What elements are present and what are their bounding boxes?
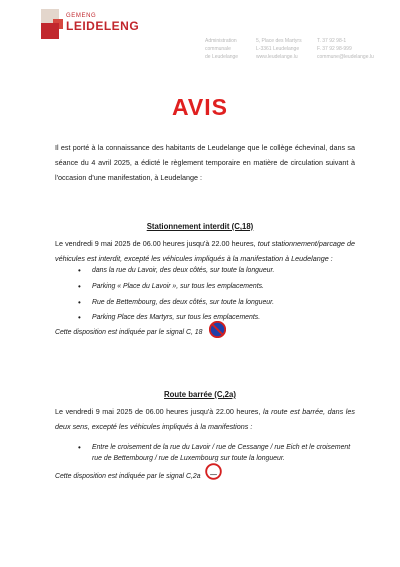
contact-line: 5, Place des Martyrs	[256, 38, 302, 44]
signal-note-c18: Cette disposition est indiquée par le signal C, 18	[55, 329, 203, 336]
parking-ban-list	[78, 263, 358, 326]
contact-line: F. 37 92 98-999	[317, 46, 352, 53]
signal-note-c2a: Cette disposition est indiquée par le signal C,2a	[55, 473, 201, 480]
road-closed-sign-icon	[205, 463, 222, 480]
contact-line: www.leudelange.lu	[256, 54, 298, 61]
contact-column-address	[256, 37, 302, 62]
municipality-logo	[41, 9, 161, 45]
page-title: AVIS	[172, 94, 228, 120]
paragraph-italic: la route est barrée, dans les deux sens, excepté les véhicules impliqués à la manifestions :	[55, 407, 355, 431]
list-item: • dans la rue du Lavoir, des deux côtés, sur toute la longueur.	[78, 263, 358, 279]
contact-line: T. 37 92 98-1	[317, 38, 347, 44]
section-title-parking-ban: Stationnement interdit (C,18)	[146, 222, 254, 231]
logo-mark-icon	[41, 9, 64, 39]
contact-line: commune@leudelange.lu	[317, 54, 374, 61]
list-item: • Rue de Bettembourg, des deux côtés, sur toute la longueur.	[78, 295, 358, 311]
logo-name-text: LEIDELENG	[66, 19, 140, 33]
paragraph-lead: Le vendredi 9 mai 2025 de 06.00 heures jusqu'à 22.00 heures,	[55, 407, 261, 416]
intro-paragraph: Il est porté à la connaissance des habitants de Leudelange que le collège échevinal, dans sa séance du 4 avril 2025, a édicté le règlement temporaire en matière de circulation suivant à l'occasion d'une manifestation, à Leudelange :	[55, 143, 355, 182]
section-paragraph-road-closed	[55, 404, 355, 434]
list-item: • Parking Place des Martyrs, sur tous les emplacements.	[78, 310, 358, 326]
paragraph-italic: tout stationnement/parcage de véhicules est interdit, excepté les véhicules impliqués à la manifestation à Leudelange :	[55, 239, 355, 263]
contact-line: L-3361 Leudelange	[256, 46, 300, 53]
contact-line: Administration	[205, 38, 237, 44]
list-item: • Parking « Place du Lavoir », sur tous les emplacements.	[78, 279, 358, 295]
no-parking-sign-icon	[209, 321, 226, 338]
section-title-road-closed: Route barrée (C,2a)	[164, 390, 236, 399]
logo-gemeng-text: GEMENG	[66, 13, 97, 19]
contact-column-phone-email	[317, 37, 374, 62]
contact-line: de Leudelange	[205, 54, 239, 61]
list-item: • Entre le croisement de la rue du Lavoir / rue de Cessange / rue Eich et le croisement rue de Bettembourg / rue de Luxembourg sur toute la longueur.	[78, 442, 358, 464]
contact-line: communale	[205, 46, 231, 53]
paragraph-lead: Le vendredi 9 mai 2025 de 06.00 heures jusqu'à 22.00 heures,	[55, 239, 256, 248]
section-paragraph-parking-ban	[55, 236, 355, 266]
road-closed-list	[78, 442, 358, 464]
contact-column-administration	[205, 37, 238, 62]
